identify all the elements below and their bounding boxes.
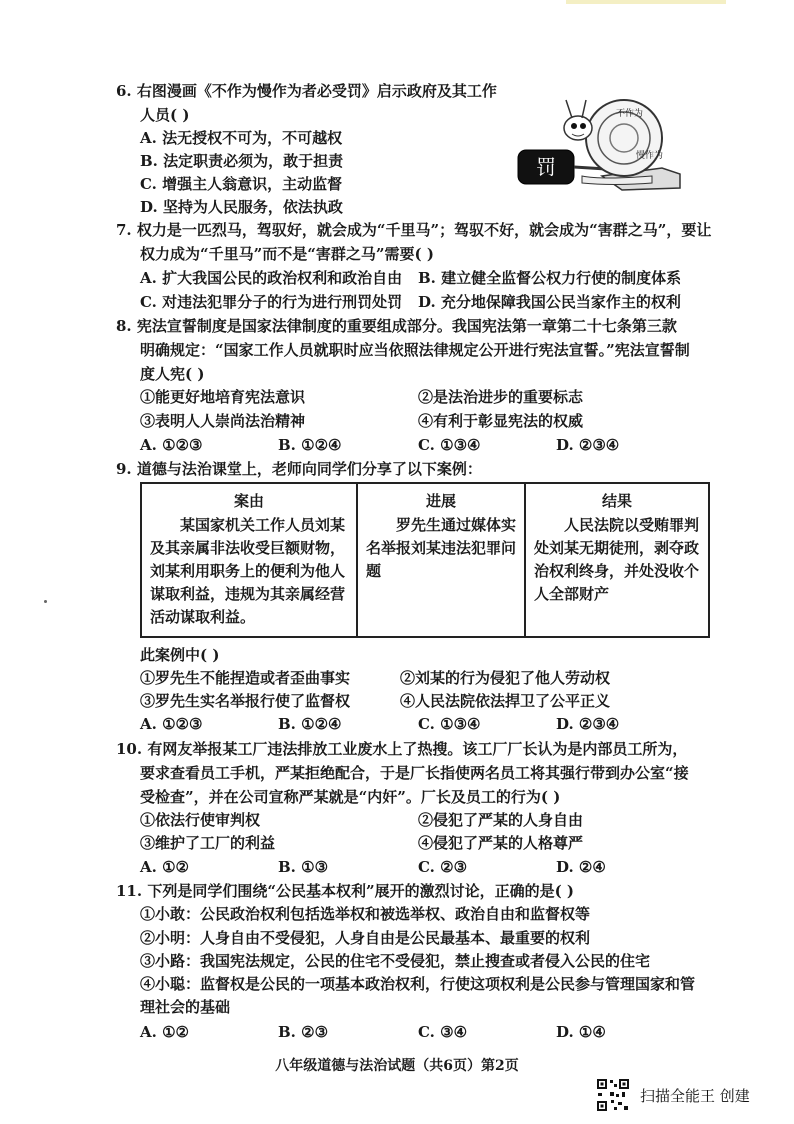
q11-option-b: B. ②③ xyxy=(278,1023,329,1041)
cartoon-shell-text2: 慢作为 xyxy=(636,151,664,161)
q7-option-c: C. 对违法犯罪分子的行为进行刑罚处罚 xyxy=(140,293,403,311)
q9-stem-line2: 此案例中( ) xyxy=(140,646,220,664)
q8-stem-line1: 8. 宪法宣誓制度是国家法律制度的重要组成部分。我国宪法第一章第二十七条第三款 xyxy=(116,317,677,335)
q11-stem-line1: 11. 下列是同学们围绕“公民基本权利”展开的激烈讨论，正确的是( ) xyxy=(116,882,574,900)
q10-stem-line2: 要求查看员工手机，严某拒绝配合，于是厂长指使两名员工将其强行带到办公室“接 xyxy=(140,764,689,782)
q8-statement-3: ③表明人人崇尚法治精神 xyxy=(140,412,306,430)
q10-option-c: C. ②③ xyxy=(418,858,468,876)
q10-option-a: A. ①② xyxy=(140,858,189,876)
q11-statement-4b: 理社会的基础 xyxy=(140,998,231,1016)
q8-option-a: A. ①②③ xyxy=(140,436,203,454)
watermark-text: 扫描全能王 创建 xyxy=(640,1087,750,1105)
q7-stem-line2: 权力成为“千里马”而不是“害群之马”需要( ) xyxy=(140,245,434,263)
q10-option-d: D. ②④ xyxy=(556,858,606,876)
q8-option-d: D. ②③④ xyxy=(556,436,620,454)
case-column-cause xyxy=(142,484,358,636)
q6-option-c: C. 增强主人翁意识，主动监督 xyxy=(140,175,343,193)
q7-option-a: A. 扩大我国公民的政治权利和政治自由 xyxy=(140,269,403,287)
q9-stem-line1: 9. 道德与法治课堂上，老师向同学们分享了以下案例： xyxy=(116,460,482,478)
q9-option-c: C. ①③④ xyxy=(418,715,481,733)
q10-stem-line3: 受检查”，并在公司宣称严某就是“内奸”。厂长及员工的行为( ) xyxy=(140,788,561,806)
q9-option-d: D. ②③④ xyxy=(556,715,620,733)
q6-stem-line1: 6. 右图漫画《不作为慢作为者必受罚》启示政府及其工作 xyxy=(116,82,497,100)
q7-option-b: B. 建立健全监督公权力行使的制度体系 xyxy=(418,269,682,287)
case-header-cause: 案由 xyxy=(233,492,264,510)
cartoon-shell-text: 不作为 xyxy=(616,109,644,119)
q8-statement-2: ②是法治进步的重要标志 xyxy=(418,388,584,406)
q11-statement-3: ③小路：我国宪法规定，公民的住宅不受侵犯，禁止搜查或者侵入公民的住宅 xyxy=(140,952,651,970)
case-header-progress: 进展 xyxy=(425,492,456,510)
q6-option-b: B. 法定职责必须为，敢于担责 xyxy=(140,152,344,170)
case-header-result: 结果 xyxy=(601,492,632,510)
q10-statement-4: ④侵犯了严某的人格尊严 xyxy=(418,834,584,852)
q6-option-d: D. 坚持为人民服务，依法执政 xyxy=(140,198,343,216)
case-cell-progress: 罗先生通过媒体实名举报刘某违法犯罪问题 xyxy=(366,516,517,580)
q11-option-d: D. ①④ xyxy=(556,1023,606,1041)
q9-option-b: B. ①②④ xyxy=(278,715,342,733)
q8-option-b: B. ①②④ xyxy=(278,436,342,454)
top-edge-mark xyxy=(566,0,726,4)
q7-stem-line1: 7. 权力是一匹烈马，驾驭好，就会成为“千里马”；驾驭不好，就会成为“害群之马”，要让 xyxy=(116,221,712,239)
q10-statement-3: ③维护了工厂的利益 xyxy=(140,834,276,852)
q11-option-c: C. ③④ xyxy=(418,1023,468,1041)
q11-option-a: A. ①② xyxy=(140,1023,189,1041)
q6-stem-line2: 人员( ) xyxy=(140,106,190,124)
q6-option-a: A. 法无授权不可为，不可越权 xyxy=(140,129,343,147)
q8-stem-line2: 明确规定：“国家工作人员就职时应当依照法律规定公开进行宪法宣誓。”宪法宣誓制 xyxy=(140,341,690,359)
q10-stem-line1: 10. 有网友举报某工厂违法排放工业废水上了热搜。该工厂厂长认为是内部员工所为， xyxy=(116,740,688,758)
case-table xyxy=(140,482,710,638)
q11-statement-2: ②小明：人身自由不受侵犯，人身自由是公民最基本、最重要的权利 xyxy=(140,929,591,947)
case-column-progress xyxy=(358,484,526,636)
q8-statement-4: ④有利于彰显宪法的权威 xyxy=(418,412,584,430)
q9-statement-1: ①罗先生不能捏造或者歪曲事实 xyxy=(140,669,351,687)
q7-option-d: D. 充分地保障我国公民当家作主的权利 xyxy=(418,293,681,311)
q11-statement-4a: ④小聪：监督权是公民的一项基本政治权利，行使这项权利是公民参与管理国家和管 xyxy=(140,975,696,993)
q9-statement-2: ②刘某的行为侵犯了他人劳动权 xyxy=(400,669,611,687)
q9-statement-3: ③罗先生实名举报行使了监督权 xyxy=(140,692,351,710)
qr-code-icon xyxy=(596,1078,630,1112)
q9-option-a: A. ①②③ xyxy=(140,715,203,733)
q10-statement-1: ①依法行使审判权 xyxy=(140,811,261,829)
q10-option-b: B. ①③ xyxy=(278,858,329,876)
q9-statement-4: ④人民法院依法捍卫了公平正义 xyxy=(400,692,611,710)
page-footer: 八年级道德与法治试题（共6页）第2页 xyxy=(275,1058,519,1074)
q8-statement-1: ①能更好地培育宪法意识 xyxy=(140,388,306,406)
case-cell-cause: 某国家机关工作人员刘某及其亲属非法收受巨额财物，刘某利用职务上的便利为他人谋取利益，违规为其亲属经营活动谋取利益。 xyxy=(150,516,346,626)
margin-dot xyxy=(44,600,47,603)
snail-cartoon-image xyxy=(512,88,682,198)
q8-stem-line3: 度人宪( ) xyxy=(140,365,205,383)
case-cell-result: 人民法院以受贿罪判处刘某无期徒刑，剥夺政治权利终身，并处没收个人全部财产 xyxy=(534,516,700,603)
q10-statement-2: ②侵犯了严某的人身自由 xyxy=(418,811,584,829)
q8-option-c: C. ①③④ xyxy=(418,436,481,454)
cartoon-sign-text: 罚 xyxy=(536,155,556,179)
q11-statement-1: ①小敢：公民政治权利包括选举权和被选举权、政治自由和监督权等 xyxy=(140,905,591,923)
case-column-result xyxy=(526,484,708,636)
